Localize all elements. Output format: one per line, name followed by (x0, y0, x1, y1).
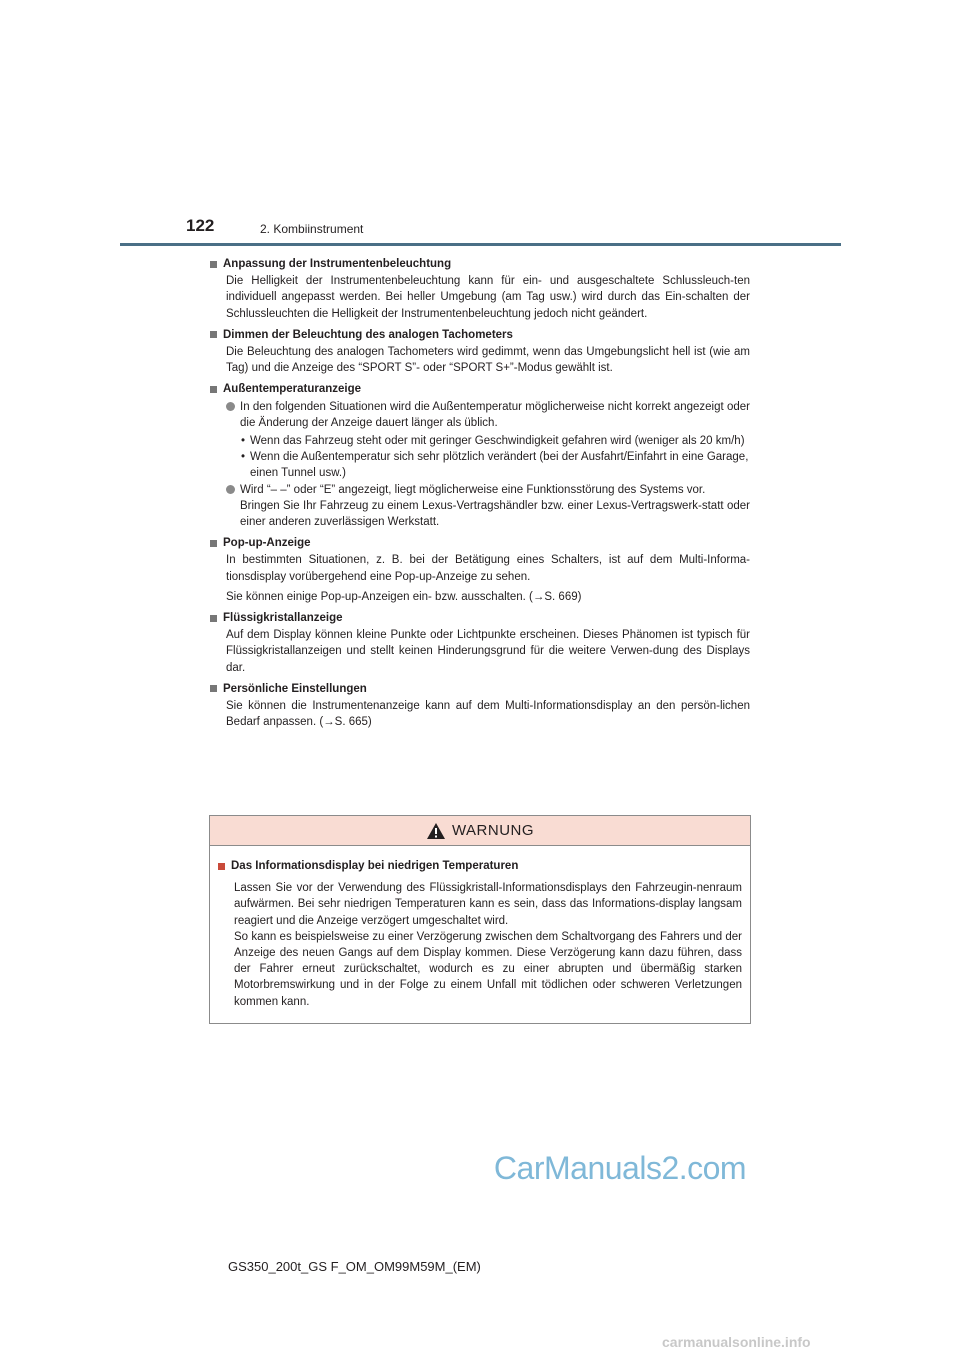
header-rule (120, 243, 841, 246)
warning-triangle-icon (426, 822, 446, 840)
section-personal-settings (210, 681, 750, 731)
watermark-carmanuals: CarManuals2.com (493, 1150, 747, 1186)
square-bullet-icon (210, 615, 217, 622)
circle-bullet-icon (226, 402, 235, 411)
square-bullet-icon (210, 386, 217, 393)
section-title: Flüssigkristallanzeige (223, 612, 343, 625)
square-bullet-icon (218, 863, 225, 870)
chapter-title: 2. Kombiinstrument (260, 222, 364, 236)
list-item: In den folgenden Situationen wird die Außentemperatur möglicherweise nicht korrekt angezeigt oder die Änderung der Anzeige dauert länger als üblich. (226, 399, 750, 431)
main-content (210, 256, 750, 735)
section-title: Dimmen der Beleuchtung des analogen Tachometers (223, 328, 513, 341)
section-title: Pop-up-Anzeige (223, 537, 311, 550)
footer-code: GS350_200t_GS F_OM_OM99M59M_(EM) (228, 1259, 481, 1274)
circle-bullet-icon (226, 485, 235, 494)
watermark-online: carmanualsonline.info (662, 1334, 811, 1350)
warning-box (209, 815, 751, 1024)
warning-title: Das Informationsdisplay bei niedrigen Temperaturen (231, 860, 519, 872)
list-item: Wird “– –” oder “E” angezeigt, liegt möglicherweise eine Funktionsstörung des Systems vor. Bringen Sie Ihr Fahrzeug zu einem Lexus-Vertragshändler bzw. einer Lexus-Vertragswerk-statt oder einer anderen zuverlässigen Werkstatt. (226, 482, 750, 531)
warning-text: Lassen Sie vor der Verwendung des Flüssigkristall-Informationsdisplays den Fahrzeugin-nenraum aufwärmen. Bei sehr niedrigen Temperaturen kann es sein, dass das Informations-display langsam reagiert und die Anzeige verzögert umgeschaltet wird. So kann es beispielsweise zu einer Verzögerung zwischen dem Schaltvorgang des Fahrers und der Anzeige des neuen Gangs auf dem Display kommen. Diese Verzögerung kann dazu führen, dass der Fahrer erneut zurückschaltet, wodurch es zu einer abrupten und übermäßig starken Motorbremswirkung und in der Folge zu einem Unfall mit tödlichen oder schweren Verletzungen kommen kann. (234, 882, 742, 1008)
section-popup (210, 535, 750, 605)
section-text: Sie können einige Pop-up-Anzeigen ein- bzw. ausschalten. (→S. 669) (226, 590, 582, 603)
warning-header (210, 816, 750, 846)
section-title: Persönliche Einstellungen (223, 682, 367, 695)
section-text: Die Helligkeit der Instrumentenbeleuchtung kann für ein- und ausgeschaltete Schlussleuch-ten individuell angepasst werden. Bei heller Umgebung (am Tag usw.) wird durch das Ein-schalten der Schlussleuchten die Helligkeit der Instrumentenbeleuchtung jedoch nicht geändert. (226, 275, 750, 320)
section-outside-temperature (210, 381, 750, 530)
section-lcd (210, 610, 750, 676)
square-bullet-icon (210, 261, 217, 268)
section-text: Auf dem Display können kleine Punkte oder Lichtpunkte erscheinen. Dieses Phänomen ist typisch für Flüssigkristallanzeigen und stellt keinen Hinderungsgrund für die weitere Verwen-dung des Displays dar. (226, 629, 750, 674)
sub-list-item: • Wenn die Außentemperatur sich sehr plötzlich verändert (bei der Ausfahrt/Einfahrt in eine Garage, einen Tunnel usw.) (240, 451, 749, 480)
square-bullet-icon (210, 331, 217, 338)
section-tachometer-dimming (210, 327, 750, 377)
section-lighting-adjust (210, 256, 750, 322)
section-text: In bestimmten Situationen, z. B. bei der Betätigung eines Schalters, ist auf dem Multi-Informa-tionsdisplay vorübergehend eine Pop-up-Anzeige zu sehen. (226, 554, 750, 583)
section-title: Anpassung der Instrumentenbeleuchtung (223, 258, 452, 270)
square-bullet-icon (210, 540, 217, 547)
section-text: Sie können die Instrumentenanzeige kann auf dem Multi-Informationsdisplay an den persön-lichen Bedarf anpassen. (→S. 665) (226, 700, 750, 729)
warning-label: WARNUNG (451, 822, 535, 839)
square-bullet-icon (210, 685, 217, 692)
sub-list-item: • Wenn das Fahrzeug steht oder mit geringer Geschwindigkeit gefahren wird (weniger als 20 km/h) (240, 435, 745, 448)
section-title: Außentemperaturanzeige (223, 383, 362, 396)
section-text: Die Beleuchtung des analogen Tachometers wird gedimmt, wenn das Umgebungslicht hell ist (wie am Tag) und die Anzeige des “SPORT S”- oder “SPORT S+”-Modus gewählt ist. (226, 346, 750, 375)
page-number: 122 (186, 216, 215, 235)
